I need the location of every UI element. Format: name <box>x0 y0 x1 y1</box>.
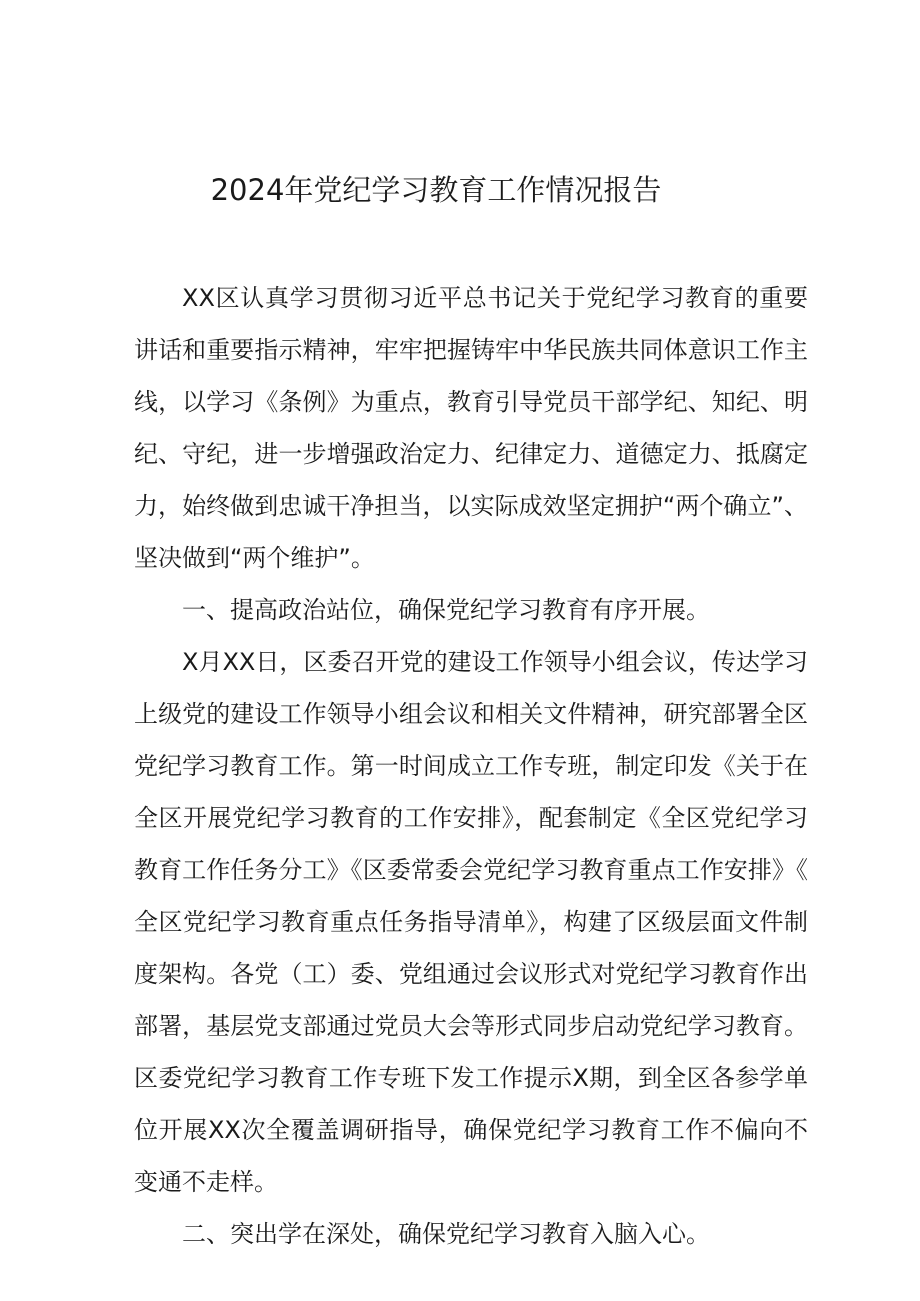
section-heading-2: 二、突出学在深处，确保党纪学习教育入脑入心。 <box>182 1220 710 1248</box>
document-body <box>134 272 808 1260</box>
section-heading-1: 一、提高政治站位，确保党纪学习教育有序开展。 <box>182 596 710 624</box>
intro-paragraph: XX区认真学习贯彻习近平总书记关于党纪学习教育的重要讲话和重要指示精神，牢牢把握铸牢中华民族共同体意识工作主线，以学习《条例》为重点，教育引导党员干部学纪、知纪、明纪、守纪，进一步增强政治定力、纪律定力、道德定力、抵腐定力，始终做到忠诚干净担当，以实际成效坚定拥护“两个确立”、坚决做到“两个维护”。 <box>134 284 808 572</box>
section-1-paragraph: X月XX日，区委召开党的建设工作领导小组会议，传达学习上级党的建设工作领导小组会议和相关文件精神，研究部署全区党纪学习教育工作。第一时间成立工作专班，制定印发《关于在全区开展党纪学习教育的工作安排》，配套制定《全区党纪学习教育工作任务分工》《区委常委会党纪学习教育重点工作安排》《全区党纪学习教育重点任务指导清单》，构建了区级层面文件制度架构。各党（工）委、党组通过会议形式对党纪学习教育作出部署，基层党支部通过党员大会等形式同步启动党纪学习教育。区委党纪学习教育工作专班下发工作提示X期，到全区各参学单位开展XX次全覆盖调研指导，确保党纪学习教育工作不偏向不变通不走样。 <box>134 648 808 1196</box>
document-title: 2024年党纪学习教育工作情况报告 <box>210 173 662 207</box>
